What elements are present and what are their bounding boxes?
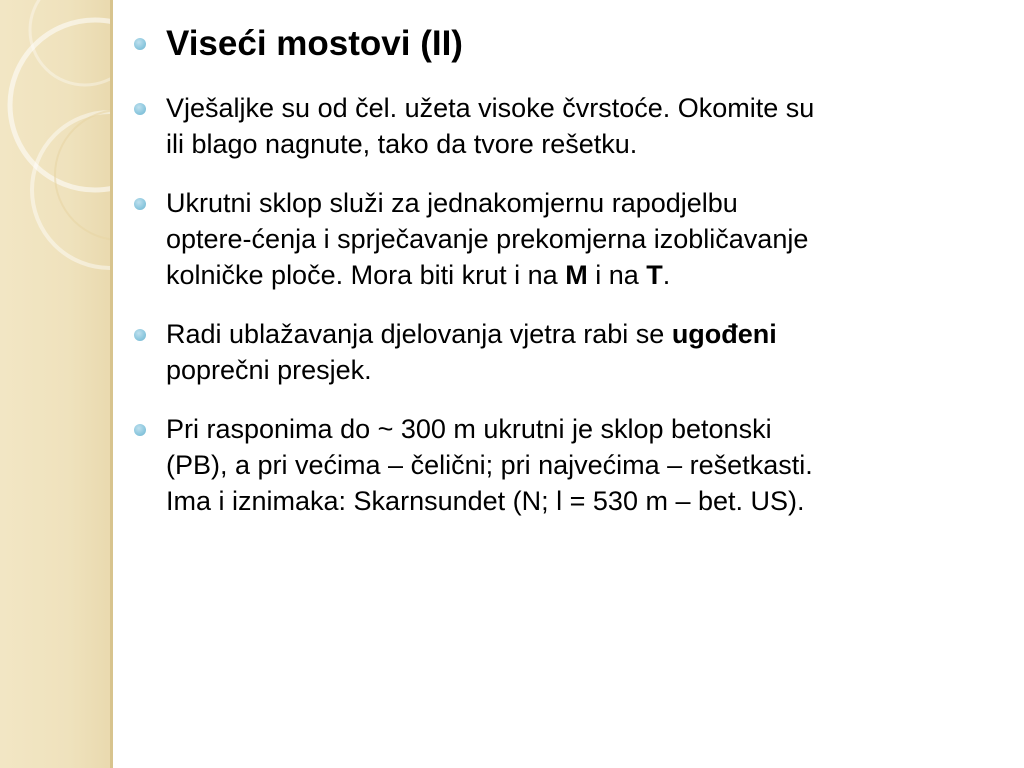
bullet-item bbox=[130, 90, 1000, 162]
bold-text-run: M bbox=[565, 260, 588, 290]
decorative-side-band bbox=[0, 0, 113, 768]
text-run: poprečni presjek. bbox=[166, 355, 372, 385]
slide-title: Viseći mostovi (II) bbox=[166, 24, 463, 63]
bullet-line bbox=[166, 316, 1000, 352]
text-run: kolničke ploče. Mora biti krut i na bbox=[166, 260, 566, 290]
text-run: Radi ublažavanja djelovanja vjetra rabi se bbox=[166, 319, 672, 349]
text-run: Pri rasponima do ~ 300 m ukrutni je sklop betonski bbox=[166, 414, 772, 444]
text-run: i na bbox=[587, 260, 647, 290]
bullet-item bbox=[130, 411, 1000, 519]
bullet-line bbox=[166, 447, 1000, 483]
bullet-line bbox=[166, 411, 1000, 447]
text-run: ili blago nagnute, tako da tvore rešetku. bbox=[166, 129, 638, 159]
bullet-dot-icon bbox=[134, 329, 146, 341]
bullet-dot-icon bbox=[134, 424, 146, 436]
decorative-rings-graphic bbox=[0, 0, 113, 768]
bullet-line bbox=[166, 352, 1000, 388]
text-run: Ima i iznimaka: Skarnsundet (N; l = 530 m – bet. US). bbox=[166, 486, 805, 516]
bullet-line bbox=[166, 483, 1000, 519]
bullet-line bbox=[166, 90, 1000, 126]
text-run: Vješaljke su od čel. užeta visoke čvrstoće. Okomite su bbox=[166, 93, 815, 123]
bullet-line bbox=[166, 126, 1000, 162]
bullet-list bbox=[130, 90, 1000, 519]
bullet-line bbox=[166, 185, 1000, 221]
text-run: (PB), a pri većima – čelični; pri najvećima – rešetkasti. bbox=[166, 450, 813, 480]
bullet-line bbox=[166, 257, 1000, 293]
bold-text-run: ugođeni bbox=[671, 319, 777, 349]
bold-text-run: T bbox=[646, 260, 663, 290]
bullet-item bbox=[130, 185, 1000, 293]
text-run: Ukrutni sklop služi za jednakomjernu rapodjelbu bbox=[166, 188, 738, 218]
slide-content bbox=[130, 22, 1000, 542]
bullet-dot-icon bbox=[134, 38, 146, 50]
bullet-item bbox=[130, 316, 1000, 388]
bullet-dot-icon bbox=[134, 198, 146, 210]
bullet-dot-icon bbox=[134, 103, 146, 115]
text-run: . bbox=[662, 260, 671, 290]
text-run: optere-ćenja i sprječavanje prekomjerna izobličavanje bbox=[166, 224, 809, 254]
slide-title-item bbox=[130, 22, 1000, 66]
bullet-line bbox=[166, 221, 1000, 257]
